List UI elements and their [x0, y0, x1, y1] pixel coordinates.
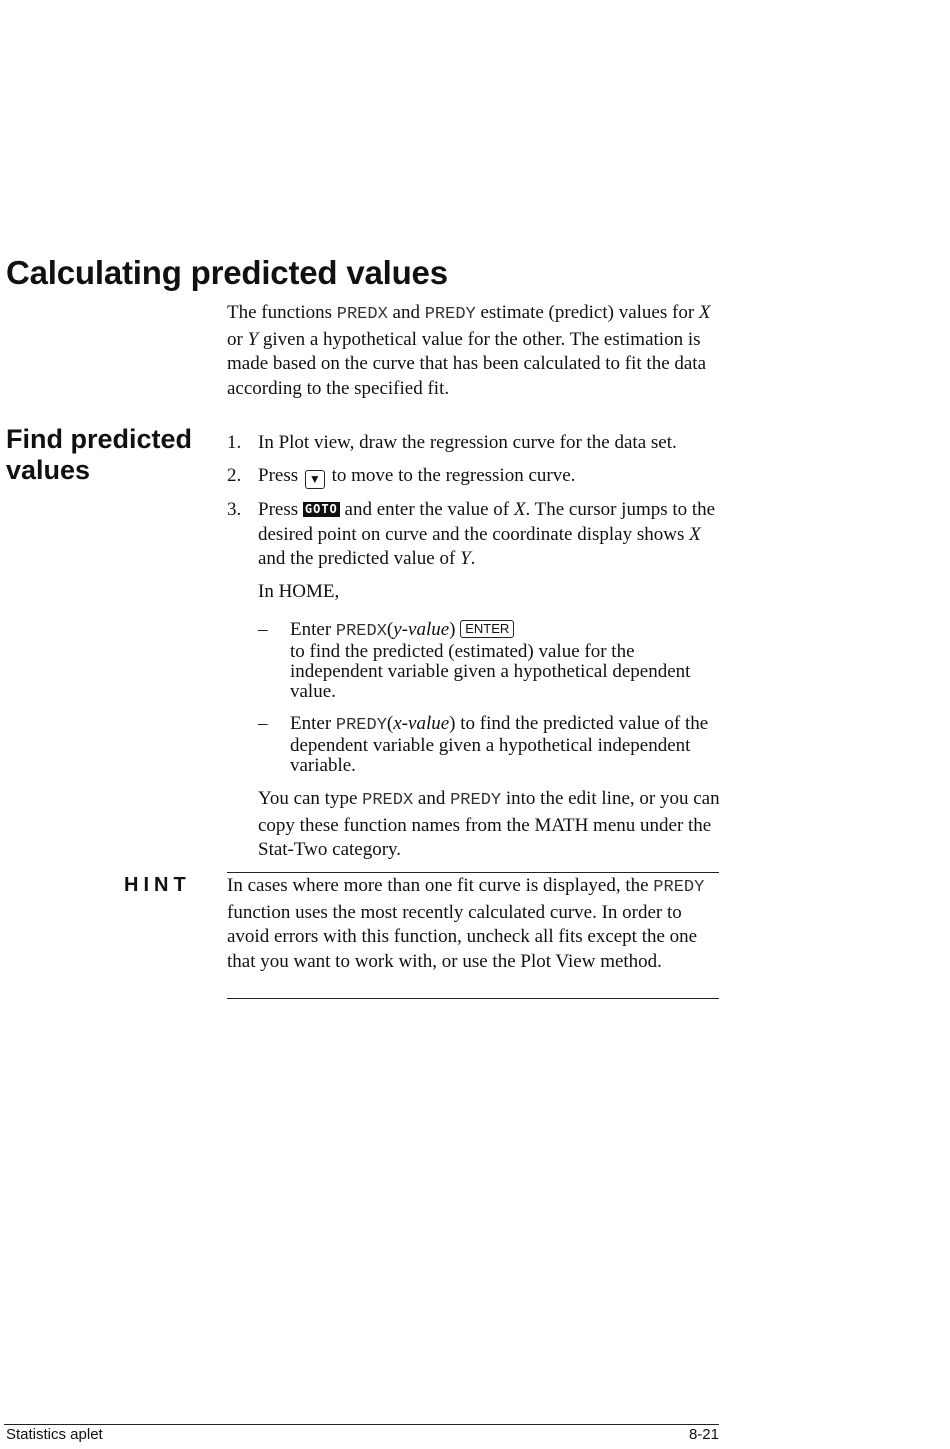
closing-text: into the edit line, or you can copy these function names from the MATH menu under the Stat-Two category.	[258, 788, 720, 860]
closing-text: You can type	[258, 788, 363, 809]
intro-text: and	[387, 302, 425, 323]
bullet-text	[290, 714, 722, 776]
argument-x-value: x-value	[393, 713, 450, 734]
in-home-text: In HOME,	[258, 581, 340, 602]
intro-text: estimate (predict) values for	[475, 302, 699, 323]
intro-paragraph	[227, 301, 722, 401]
step-text-part: .	[470, 548, 476, 569]
bullet-text-part: Enter	[290, 619, 336, 640]
variable-y: Y	[247, 328, 259, 350]
bullet-text-part: to find the predicted (estimated) value for the independent variable given a hypothetical dependent value.	[290, 641, 691, 702]
step-text-part: Press	[258, 499, 303, 520]
step-number: 3.	[227, 499, 242, 520]
function-name-predy: PREDY	[450, 791, 502, 810]
hint-top-divider	[227, 872, 719, 873]
page-title: Calculating predicted values	[6, 254, 448, 291]
bullet-text-part: Enter	[290, 713, 336, 734]
step-text	[258, 464, 722, 489]
bullet-text-part: (	[386, 619, 394, 640]
step-text-part: Press	[258, 465, 303, 486]
step-text-part: to move to the regression curve.	[326, 465, 576, 486]
bullet-text-part: )	[449, 713, 456, 734]
bullet-text	[290, 620, 722, 702]
variable-x: X	[513, 499, 526, 520]
footer-divider	[4, 1424, 719, 1425]
hint-bottom-divider	[227, 998, 719, 999]
enter-key-icon: ENTER	[460, 620, 514, 638]
bullet-dash: –	[258, 619, 268, 640]
function-name-predx: PREDX	[336, 305, 388, 324]
function-name-predy: PREDY	[335, 716, 387, 735]
bullet-text-part: )	[449, 619, 456, 640]
goto-key-icon: GOTO	[304, 502, 338, 516]
hint-label: HINT	[124, 874, 191, 896]
closing-paragraph	[258, 787, 722, 863]
section-heading: Find predicted values	[6, 424, 193, 485]
hint-text	[227, 874, 719, 974]
variable-x: X	[698, 302, 711, 323]
footer-section-name: Statistics aplet	[6, 1426, 103, 1443]
intro-text: given a hypothetical value for the other. The estimation is made based on the curve that has been calculated to fit the data according to the specified fit.	[227, 328, 707, 399]
hint-text-part: In cases where more than one fit curve is displayed, the	[227, 875, 654, 896]
step-number: 2.	[227, 465, 242, 486]
function-name-predy: PREDY	[424, 305, 476, 324]
step-text-part: . The cursor jumps to the desired point on curve and the coordinate display shows	[258, 499, 716, 545]
function-name-predx: PREDX	[335, 622, 387, 641]
step-text: In Plot view, draw the regression curve for the data set.	[258, 432, 677, 453]
bullet-dash: –	[258, 713, 268, 734]
bullet-text-part: to find the predicted value of the dependent variable given a hypothetical independent variable.	[290, 713, 709, 776]
step-text-part: and enter the value of	[339, 499, 514, 520]
bullet-predx	[258, 620, 722, 702]
intro-text: or	[227, 328, 248, 350]
step-1	[227, 431, 722, 456]
argument-y-value: y-value	[393, 619, 450, 640]
variable-x: X	[689, 523, 701, 545]
intro-text: The functions	[227, 302, 337, 323]
step-2	[227, 464, 722, 489]
closing-text: and	[413, 788, 451, 809]
footer-page-number: 8-21	[688, 1426, 719, 1443]
step-3	[227, 498, 722, 572]
down-arrow-key-icon: ▼	[305, 470, 325, 489]
bullet-text-part: (	[386, 713, 394, 734]
function-name-predy: PREDY	[653, 878, 705, 897]
function-name-predx: PREDX	[362, 791, 414, 810]
bullet-predy	[258, 714, 722, 776]
hint-text-part: function uses the most recently calculated curve. In order to avoid errors with this function, uncheck all fits except the one that you want to work with, or use the Plot View method.	[227, 901, 698, 972]
step-text	[258, 498, 722, 572]
step-number: 1.	[227, 432, 242, 453]
variable-y: Y	[460, 548, 471, 569]
step-text-part: and the predicted value of	[258, 548, 461, 569]
